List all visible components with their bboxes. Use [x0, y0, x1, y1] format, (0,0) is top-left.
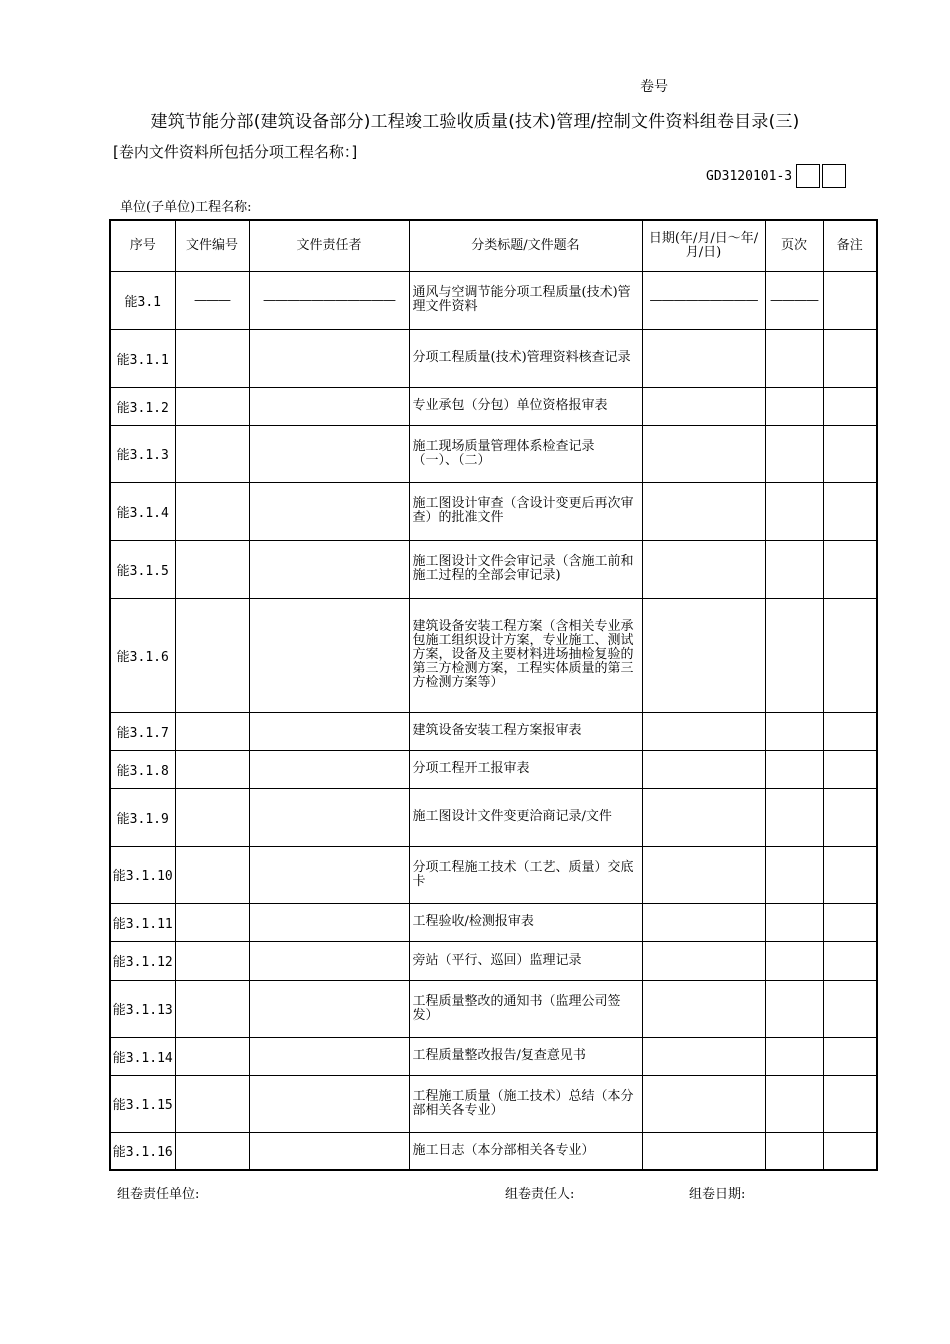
row-title: 建筑设备安装工程方案报审表	[409, 712, 642, 750]
row-remarks[interactable]	[823, 425, 877, 482]
table-row	[110, 1037, 877, 1075]
row-seq: 能3.1.3	[110, 425, 175, 482]
row-pages[interactable]	[765, 482, 823, 540]
row-responsible[interactable]	[249, 1037, 409, 1075]
row-date[interactable]	[642, 387, 765, 425]
row-remarks[interactable]	[823, 1132, 877, 1170]
row-remarks[interactable]	[823, 1075, 877, 1132]
table-row	[110, 941, 877, 980]
row-title: 施工日志（本分部相关各专业）	[409, 1132, 642, 1170]
table-row	[110, 598, 877, 712]
row-title: 分项工程开工报审表	[409, 750, 642, 788]
row-seq: 能3.1.8	[110, 750, 175, 788]
row-pages[interactable]	[765, 1075, 823, 1132]
row-title: 工程质量整改报告/复查意见书	[409, 1037, 642, 1075]
col-header-date: 日期(年/月/日～年/月/日)	[642, 220, 765, 271]
row-remarks[interactable]	[823, 482, 877, 540]
table-row	[110, 540, 877, 598]
row-seq: 能3.1.14	[110, 1037, 175, 1075]
row-responsible[interactable]	[249, 750, 409, 788]
row-date[interactable]	[642, 482, 765, 540]
table-row	[110, 1075, 877, 1132]
catalog-table	[109, 219, 878, 1171]
row-pages[interactable]	[765, 750, 823, 788]
table-row	[110, 903, 877, 941]
row-remarks[interactable]	[823, 387, 877, 425]
row-title: 工程质量整改的通知书（监理公司签发）	[409, 980, 642, 1037]
row-date[interactable]	[642, 329, 765, 387]
row-doc-no[interactable]	[175, 540, 249, 598]
row-doc-no[interactable]	[175, 1132, 249, 1170]
row-seq: 能3.1.15	[110, 1075, 175, 1132]
row-date[interactable]	[642, 1037, 765, 1075]
row-pages[interactable]	[765, 980, 823, 1037]
table-row	[110, 712, 877, 750]
row-date[interactable]	[642, 598, 765, 712]
col-header-remarks: 备注	[823, 220, 877, 271]
row-remarks[interactable]	[823, 750, 877, 788]
row-seq: 能3.1	[110, 271, 175, 329]
table-row	[110, 846, 877, 903]
form-code: GD3120101-3	[706, 168, 793, 184]
row-seq: 能3.1.2	[110, 387, 175, 425]
row-remarks[interactable]	[823, 329, 877, 387]
row-seq: 能3.1.10	[110, 846, 175, 903]
row-responsible[interactable]	[249, 1075, 409, 1132]
row-responsible[interactable]	[249, 425, 409, 482]
table-row	[110, 482, 877, 540]
row-date[interactable]	[642, 540, 765, 598]
row-date[interactable]	[642, 1075, 765, 1132]
unit-project-name-label: 单位(子单位)工程名称:	[120, 200, 252, 215]
row-seq: 能3.1.5	[110, 540, 175, 598]
form-code-box-1[interactable]	[796, 164, 820, 188]
row-seq: 能3.1.1	[110, 329, 175, 387]
row-doc-no[interactable]	[175, 788, 249, 846]
row-title: 建筑设备安装工程方案（含相关专业承包施工组织设计方案，专业施工、测试方案，设备及主要材料进场抽检复验的第三方检测方案，工程实体质量的第三方检测方案等）	[409, 598, 642, 712]
row-responsible[interactable]	[249, 846, 409, 903]
row-seq: 能3.1.16	[110, 1132, 175, 1170]
table-row	[110, 271, 877, 329]
row-seq: 能3.1.12	[110, 941, 175, 980]
row-responsible[interactable]	[249, 903, 409, 941]
row-pages[interactable]	[765, 387, 823, 425]
row-responsible[interactable]	[249, 941, 409, 980]
row-pages[interactable]	[765, 712, 823, 750]
row-doc-no[interactable]	[175, 425, 249, 482]
row-pages[interactable]	[765, 425, 823, 482]
row-date[interactable]	[642, 846, 765, 903]
table-header-row	[110, 220, 877, 271]
row-remarks[interactable]	[823, 903, 877, 941]
row-title: 通风与空调节能分项工程质量(技术)管理文件资料	[409, 271, 642, 329]
form-code-group	[706, 164, 846, 188]
row-remarks[interactable]	[823, 846, 877, 903]
row-doc-no[interactable]	[175, 482, 249, 540]
row-remarks[interactable]	[823, 540, 877, 598]
row-date[interactable]	[642, 941, 765, 980]
row-date[interactable]	[642, 903, 765, 941]
row-doc-no[interactable]	[175, 980, 249, 1037]
row-date[interactable]	[642, 1132, 765, 1170]
row-title: 旁站（平行、巡回）监理记录	[409, 941, 642, 980]
row-pages[interactable]	[765, 540, 823, 598]
col-header-doc-no: 文件编号	[175, 220, 249, 271]
table-row	[110, 425, 877, 482]
row-title: 工程验收/检测报审表	[409, 903, 642, 941]
row-title: 分项工程施工技术（工艺、质量）交底卡	[409, 846, 642, 903]
row-title: 施工图设计文件变更洽商记录/文件	[409, 788, 642, 846]
row-title: 工程施工质量（施工技术）总结（本分部相关各专业）	[409, 1075, 642, 1132]
row-title: 专业承包（分包）单位资格报审表	[409, 387, 642, 425]
row-date[interactable]: —————————	[642, 271, 765, 329]
row-remarks[interactable]	[823, 1037, 877, 1075]
row-responsible[interactable]	[249, 1132, 409, 1170]
row-doc-no[interactable]	[175, 1075, 249, 1132]
row-responsible[interactable]	[249, 598, 409, 712]
row-doc-no[interactable]	[175, 941, 249, 980]
row-doc-no[interactable]	[175, 387, 249, 425]
table-row	[110, 788, 877, 846]
row-responsible[interactable]	[249, 788, 409, 846]
row-doc-no[interactable]	[175, 846, 249, 903]
col-header-responsible: 文件责任者	[249, 220, 409, 271]
col-header-seq: 序号	[110, 220, 175, 271]
row-pages[interactable]	[765, 329, 823, 387]
row-title: 施工图设计审查（含设计变更后再次审查）的批准文件	[409, 482, 642, 540]
volume-number-label: 卷号	[640, 79, 668, 95]
row-responsible[interactable]	[249, 482, 409, 540]
row-pages[interactable]	[765, 788, 823, 846]
table-row	[110, 750, 877, 788]
row-responsible[interactable]	[249, 387, 409, 425]
row-seq: 能3.1.6	[110, 598, 175, 712]
row-remarks[interactable]	[823, 788, 877, 846]
row-seq: 能3.1.4	[110, 482, 175, 540]
row-responsible[interactable]	[249, 329, 409, 387]
row-pages[interactable]: ————	[765, 271, 823, 329]
row-title: 分项工程质量(技术)管理资料核查记录	[409, 329, 642, 387]
row-responsible[interactable]	[249, 712, 409, 750]
row-pages[interactable]	[765, 903, 823, 941]
table-row	[110, 1132, 877, 1170]
row-doc-no[interactable]	[175, 1037, 249, 1075]
row-seq: 能3.1.7	[110, 712, 175, 750]
row-responsible[interactable]	[249, 540, 409, 598]
table-row	[110, 329, 877, 387]
form-code-box-2[interactable]	[822, 164, 846, 188]
row-responsible[interactable]: ———————————	[249, 271, 409, 329]
row-pages[interactable]	[765, 846, 823, 903]
row-seq: 能3.1.9	[110, 788, 175, 846]
row-doc-no[interactable]	[175, 750, 249, 788]
row-remarks[interactable]	[823, 712, 877, 750]
row-seq: 能3.1.11	[110, 903, 175, 941]
row-doc-no[interactable]	[175, 903, 249, 941]
row-remarks[interactable]	[823, 941, 877, 980]
row-doc-no[interactable]	[175, 712, 249, 750]
row-doc-no[interactable]	[175, 598, 249, 712]
row-doc-no[interactable]: ———	[175, 271, 249, 329]
row-remarks[interactable]	[823, 598, 877, 712]
row-pages[interactable]	[765, 1037, 823, 1075]
table-row	[110, 387, 877, 425]
footer-unit-label: 组卷责任单位:	[117, 1187, 200, 1202]
row-date[interactable]	[642, 712, 765, 750]
row-pages[interactable]	[765, 1132, 823, 1170]
page-title: 建筑节能分部(建筑设备部分)工程竣工验收质量(技术)管理/控制文件资料组卷目录(三)	[150, 112, 800, 132]
subproject-name-label: [卷内文件资料所包括分项工程名称：]	[113, 143, 358, 161]
row-date[interactable]	[642, 788, 765, 846]
col-header-title: 分类标题/文件题名	[409, 220, 642, 271]
table-row	[110, 980, 877, 1037]
row-date[interactable]	[642, 425, 765, 482]
row-date[interactable]	[642, 980, 765, 1037]
row-title: 施工现场质量管理体系检查记录（一）、（二）	[409, 425, 642, 482]
row-pages[interactable]	[765, 598, 823, 712]
footer-date-label: 组卷日期:	[689, 1187, 746, 1202]
col-header-pages: 页次	[765, 220, 823, 271]
row-date[interactable]	[642, 750, 765, 788]
row-title: 施工图设计文件会审记录（含施工前和施工过程的全部会审记录)	[409, 540, 642, 598]
row-doc-no[interactable]	[175, 329, 249, 387]
row-remarks[interactable]	[823, 271, 877, 329]
row-seq: 能3.1.13	[110, 980, 175, 1037]
row-responsible[interactable]	[249, 980, 409, 1037]
footer-person-label: 组卷责任人:	[505, 1187, 575, 1202]
row-pages[interactable]	[765, 941, 823, 980]
row-remarks[interactable]	[823, 980, 877, 1037]
